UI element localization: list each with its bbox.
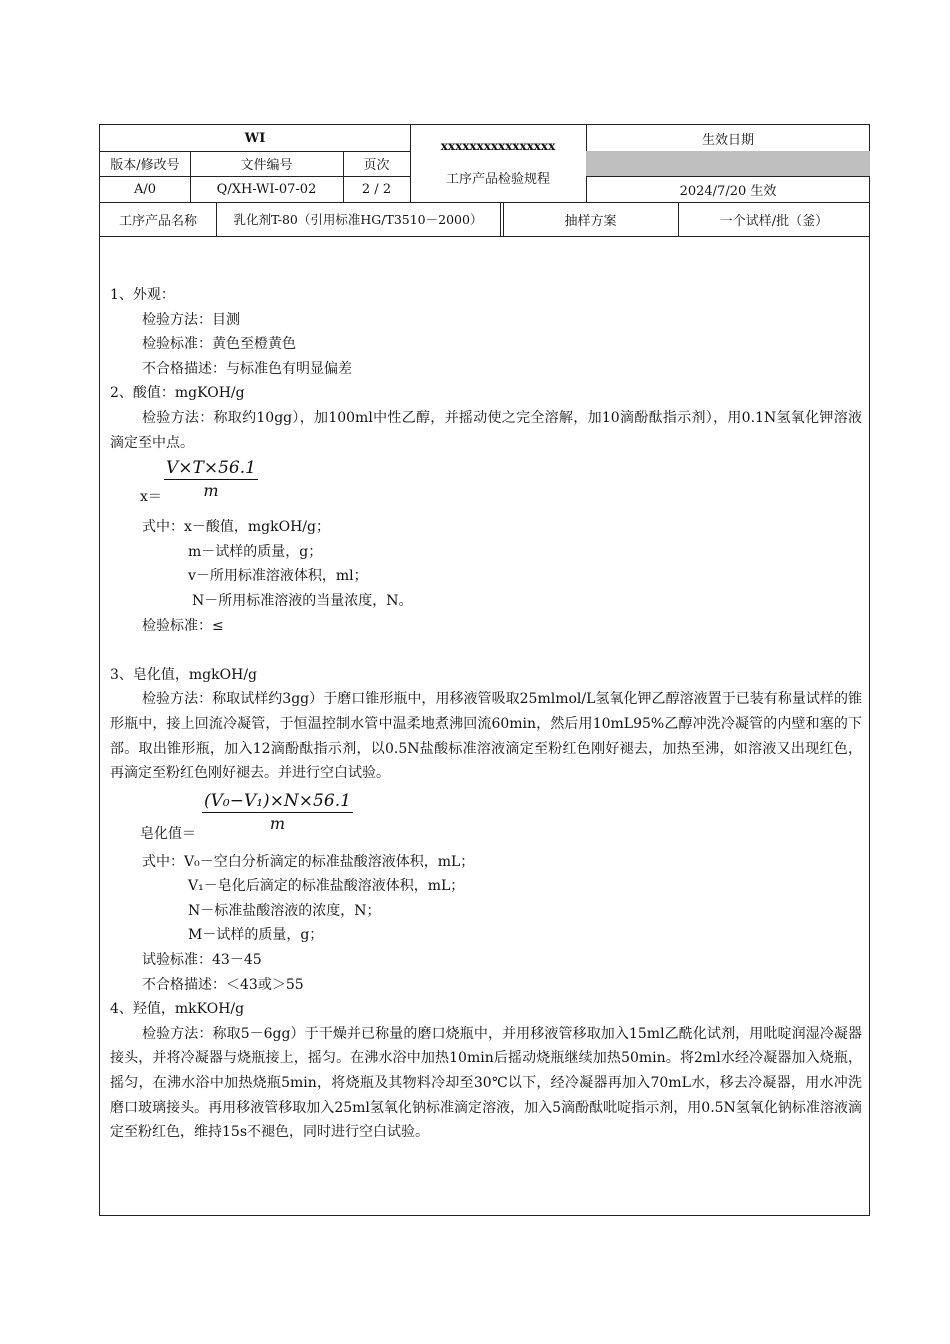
page-label: 页次 — [363, 158, 390, 173]
sap-where-4: M－试样的质量，g； — [188, 927, 324, 944]
doc-no-label: 文件编号 — [240, 158, 293, 173]
shaded-cell — [586, 151, 870, 176]
product-name-value: 乳化剂T-80（引用标准HG/T3510－2000） — [233, 212, 483, 227]
acid-where-2: m－试样的质量，g； — [188, 543, 323, 560]
section-saponification-title: 3、皂化值，mgkOH/g — [110, 666, 257, 683]
sap-nonconformity: 不合格描述：＜43或＞55 — [142, 976, 304, 993]
doc-no-value: Q/XH-WI-07-02 — [216, 181, 317, 197]
formula-fraction — [164, 457, 258, 502]
saponification-formula — [110, 786, 862, 846]
acid-where-4: N－所用标准溶液的当量浓度，N。 — [192, 592, 413, 609]
sap-where-3: N－标准盐酸溶液的浓度，N； — [188, 902, 381, 919]
section-hydroxyl-title: 4、羟值，mkKOH/g — [110, 1001, 245, 1018]
hydroxyl-method: 检验方法：称取5－6gg）于干燥并已称量的磨口烧瓶中，并用移液管移取加入15ml乙酰化试剂，用吡啶润湿冷凝器接头，并将冷凝器与烧瓶接上，摇匀。在沸水浴中加热10min后摇动烧瓶继续加热50min。将2ml水经冷凝器加入烧瓶，摇匀，在沸水浴中加热烧瓶5min，将烧瓶及其物料冷却至30℃以下，经冷凝器再加入70mL水，移去冷凝器，用水冲洗磨口玻璃接头。再用移液管移取加入25ml氢氧化钠标准滴定溶液，加入5滴酚酞吡啶指示剂，用0.5N氢氧化钠标准溶液滴定至粉红色，维持15s不褪色，同时进行空白试验。 — [110, 1025, 862, 1141]
wi-label: WI — [244, 130, 266, 146]
formula-denominator: m — [269, 813, 286, 833]
acid-where-3: v－所用标准溶液体积，ml； — [188, 568, 368, 585]
effective-date-label: 生效日期 — [701, 132, 754, 148]
company-name: xxxxxxxxxxxxxxxx — [440, 139, 556, 153]
sap-standard: 试验标准：43－45 — [142, 952, 262, 969]
appearance-method: 检验方法：目测 — [142, 311, 240, 328]
document-frame — [99, 124, 870, 1216]
section-appearance-title: 1、外观： — [110, 287, 175, 303]
section-acid-value-title: 2、酸值：mgKOH/g — [110, 385, 245, 402]
formula-lhs: x＝ — [140, 489, 162, 506]
formula-numerator: (V₀−V₁)×N×56.1 — [204, 790, 351, 811]
version-value: A/0 — [133, 181, 157, 197]
formula-numerator: V×T×56.1 — [166, 458, 256, 479]
formula-lhs: 皂化值＝ — [140, 825, 196, 842]
page-value: 2 / 2 — [361, 181, 392, 197]
version-label: 版本/修改号 — [110, 158, 180, 173]
sampling-value: 一个试样/批（釜） — [719, 213, 829, 229]
acid-where-1: 式中：x－酸值，mgkOH/g； — [142, 519, 330, 536]
appearance-nonconformity: 不合格描述：与标准色有明显偏差 — [142, 360, 352, 377]
acid-value-formula — [110, 455, 862, 511]
effective-date-value: 2024/7/20 生效 — [679, 183, 777, 199]
sap-where-2: V₁－皂化后滴定的标准盐酸溶液体积，mL； — [188, 878, 465, 895]
product-name-label: 工序产品名称 — [118, 213, 197, 229]
sampling-label: 抽样方案 — [564, 213, 617, 229]
formula-fraction — [202, 790, 353, 835]
sap-where-1: 式中：V₀－空白分析滴定的标准盐酸溶液体积，mL； — [142, 853, 475, 870]
grid-line — [100, 236, 870, 237]
document-title: 工序产品检验规程 — [445, 171, 550, 187]
acid-standard: 检验标准：≤ — [142, 617, 224, 634]
formula-denominator: m — [203, 481, 219, 501]
inspection-content — [110, 283, 862, 1145]
blank-line — [110, 638, 862, 663]
acid-value-method: 检验方法：称取约10gg），加100ml中性乙醇，并摇动使之完全溶解，加10滴酚酞指示剂），用0.1N氢氧化钾溶液滴定至中点。 — [110, 409, 862, 451]
appearance-standard: 检验标准：黄色至橙黄色 — [142, 336, 296, 353]
saponification-method: 检验方法：称取试样约3gg）于磨口锥形瓶中，用移液管吸取25mlmol/L氢氧化钾乙醇溶液置于已装有称量试样的锥形瓶中，接上回流冷凝管，于恒温控制水管中温柔地煮沸回流60min，然后用10mL95%乙醇冲洗冷凝管的内壁和塞的下部。取出锥形瓶，加入12滴酚酞指示剂，以0.5N盐酸标准溶液滴定至粉红色刚好褪去，加热至沸，如溶液又出现红色，再滴定至粉红色刚好褪去。并进行空白试验。 — [110, 691, 862, 782]
grid-line — [500, 202, 501, 236]
